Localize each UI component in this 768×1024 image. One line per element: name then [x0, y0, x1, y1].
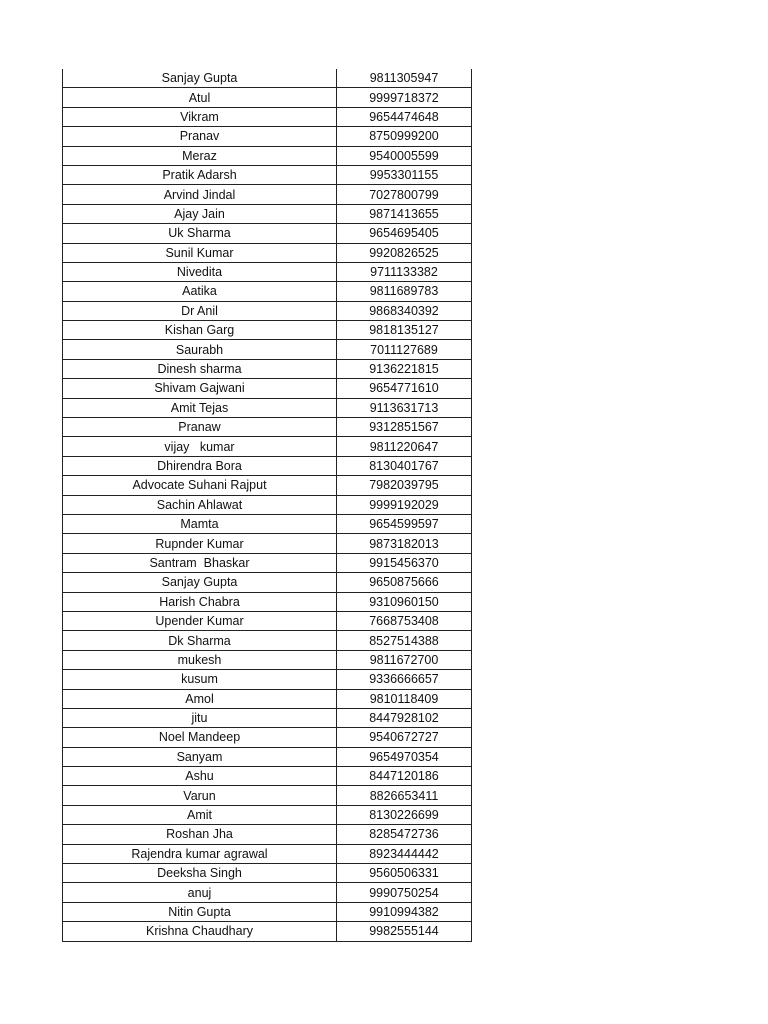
contact-phone-cell: 9336666657	[337, 670, 472, 689]
contact-name-cell: Sachin Ahlawat	[63, 495, 337, 514]
contact-name-cell: Aatika	[63, 282, 337, 301]
contact-name-cell: Pranaw	[63, 418, 337, 437]
contact-name-cell: Amit Tejas	[63, 398, 337, 417]
contact-name-cell: jitu	[63, 708, 337, 727]
contact-name-cell: Advocate Suhani Rajput	[63, 476, 337, 495]
contact-phone-cell: 8130401767	[337, 456, 472, 475]
contact-phone-cell: 8130226699	[337, 805, 472, 824]
contact-name-cell: Harish Chabra	[63, 592, 337, 611]
table-row	[63, 127, 472, 146]
contact-name-cell: Sunil Kumar	[63, 243, 337, 262]
contact-name-cell: Roshan Jha	[63, 825, 337, 844]
contact-name-cell: Varun	[63, 786, 337, 805]
contact-name-cell: Deeksha Singh	[63, 864, 337, 883]
table-row	[63, 670, 472, 689]
contact-phone-cell: 9650875666	[337, 573, 472, 592]
contacts-table	[62, 69, 472, 942]
contact-name-cell: Uk Sharma	[63, 224, 337, 243]
table-row	[63, 243, 472, 262]
contact-phone-cell: 7011127689	[337, 340, 472, 359]
contact-phone-cell: 9873182013	[337, 534, 472, 553]
contact-phone-cell: 9990750254	[337, 883, 472, 902]
contact-phone-cell: 9811220647	[337, 437, 472, 456]
contact-phone-cell: 9540005599	[337, 146, 472, 165]
table-row	[63, 631, 472, 650]
table-row	[63, 301, 472, 320]
table-row	[63, 864, 472, 883]
contact-name-cell: Santram Bhaskar	[63, 553, 337, 572]
contact-phone-cell: 9711133382	[337, 262, 472, 281]
contact-name-cell: Upender Kumar	[63, 611, 337, 630]
table-row	[63, 340, 472, 359]
contact-name-cell: Vikram	[63, 107, 337, 126]
contact-phone-cell: 9654771610	[337, 379, 472, 398]
contact-name-cell: Sanjay Gupta	[63, 573, 337, 592]
table-row	[63, 379, 472, 398]
contact-phone-cell: 9654695405	[337, 224, 472, 243]
contact-name-cell: vijay kumar	[63, 437, 337, 456]
table-row	[63, 107, 472, 126]
contact-phone-cell: 9810118409	[337, 689, 472, 708]
contact-name-cell: Dhirendra Bora	[63, 456, 337, 475]
table-row	[63, 708, 472, 727]
contact-phone-cell: 8923444442	[337, 844, 472, 863]
table-row	[63, 418, 472, 437]
table-row	[63, 359, 472, 378]
contact-phone-cell: 7668753408	[337, 611, 472, 630]
table-row	[63, 224, 472, 243]
contact-phone-cell: 8447120186	[337, 767, 472, 786]
table-row	[63, 592, 472, 611]
contact-phone-cell: 9136221815	[337, 359, 472, 378]
table-row	[63, 844, 472, 863]
table-row	[63, 805, 472, 824]
contact-phone-cell: 9811672700	[337, 650, 472, 669]
table-row	[63, 88, 472, 107]
contact-phone-cell: 8285472736	[337, 825, 472, 844]
contact-name-cell: Nitin Gupta	[63, 902, 337, 921]
table-row	[63, 922, 472, 941]
contact-phone-cell: 8750999200	[337, 127, 472, 146]
table-row	[63, 573, 472, 592]
contact-name-cell: Amol	[63, 689, 337, 708]
contact-phone-cell: 9818135127	[337, 321, 472, 340]
contact-name-cell: Ashu	[63, 767, 337, 786]
table-row	[63, 282, 472, 301]
contact-name-cell: Sanyam	[63, 747, 337, 766]
contact-phone-cell: 8447928102	[337, 708, 472, 727]
table-row	[63, 767, 472, 786]
contact-phone-cell: 9953301155	[337, 165, 472, 184]
table-row	[63, 262, 472, 281]
contact-name-cell: Noel Mandeep	[63, 728, 337, 747]
table-row	[63, 495, 472, 514]
contact-name-cell: anuj	[63, 883, 337, 902]
contact-phone-cell: 9310960150	[337, 592, 472, 611]
table-row	[63, 398, 472, 417]
table-row	[63, 69, 472, 88]
contact-phone-cell: 9654474648	[337, 107, 472, 126]
contact-phone-cell: 9811305947	[337, 69, 472, 88]
contact-phone-cell: 9654970354	[337, 747, 472, 766]
contact-name-cell: Saurabh	[63, 340, 337, 359]
table-row	[63, 611, 472, 630]
table-row	[63, 786, 472, 805]
contact-name-cell: Krishna Chaudhary	[63, 922, 337, 941]
contact-phone-cell: 7027800799	[337, 185, 472, 204]
table-row	[63, 165, 472, 184]
contact-name-cell: Meraz	[63, 146, 337, 165]
table-row	[63, 185, 472, 204]
contact-name-cell: Sanjay Gupta	[63, 69, 337, 88]
table-row	[63, 747, 472, 766]
contact-phone-cell: 9654599597	[337, 514, 472, 533]
contact-name-cell: mukesh	[63, 650, 337, 669]
contact-name-cell: Rajendra kumar agrawal	[63, 844, 337, 863]
contact-phone-cell: 9920826525	[337, 243, 472, 262]
contact-name-cell: Dr Anil	[63, 301, 337, 320]
contact-name-cell: Rupnder Kumar	[63, 534, 337, 553]
contact-name-cell: Kishan Garg	[63, 321, 337, 340]
table-row	[63, 553, 472, 572]
contact-phone-cell: 8527514388	[337, 631, 472, 650]
table-row	[63, 514, 472, 533]
table-row	[63, 728, 472, 747]
contact-name-cell: Arvind Jindal	[63, 185, 337, 204]
table-row	[63, 476, 472, 495]
contact-name-cell: Dinesh sharma	[63, 359, 337, 378]
contact-name-cell: Pratik Adarsh	[63, 165, 337, 184]
contact-name-cell: Shivam Gajwani	[63, 379, 337, 398]
contact-phone-cell: 9910994382	[337, 902, 472, 921]
contact-name-cell: Ajay Jain	[63, 204, 337, 223]
contact-phone-cell: 9871413655	[337, 204, 472, 223]
table-row	[63, 902, 472, 921]
contact-name-cell: Pranav	[63, 127, 337, 146]
table-row	[63, 437, 472, 456]
table-row	[63, 825, 472, 844]
contact-phone-cell: 9560506331	[337, 864, 472, 883]
contact-name-cell: Nivedita	[63, 262, 337, 281]
contact-name-cell: Dk Sharma	[63, 631, 337, 650]
contact-phone-cell: 8826653411	[337, 786, 472, 805]
contact-phone-cell: 9540672727	[337, 728, 472, 747]
table-row	[63, 883, 472, 902]
contact-name-cell: kusum	[63, 670, 337, 689]
contact-phone-cell: 9999718372	[337, 88, 472, 107]
contact-phone-cell: 7982039795	[337, 476, 472, 495]
contact-phone-cell: 9312851567	[337, 418, 472, 437]
table-row	[63, 689, 472, 708]
contact-phone-cell: 9999192029	[337, 495, 472, 514]
table-row	[63, 650, 472, 669]
contact-phone-cell: 9868340392	[337, 301, 472, 320]
contact-name-cell: Amit	[63, 805, 337, 824]
contact-phone-cell: 9811689783	[337, 282, 472, 301]
table-row	[63, 146, 472, 165]
contact-phone-cell: 9113631713	[337, 398, 472, 417]
table-row	[63, 534, 472, 553]
table-row	[63, 204, 472, 223]
table-row	[63, 321, 472, 340]
contact-phone-cell: 9915456370	[337, 553, 472, 572]
contact-name-cell: Mamta	[63, 514, 337, 533]
contacts-table-body	[63, 69, 472, 941]
contact-name-cell: Atul	[63, 88, 337, 107]
contact-phone-cell: 9982555144	[337, 922, 472, 941]
table-row	[63, 456, 472, 475]
